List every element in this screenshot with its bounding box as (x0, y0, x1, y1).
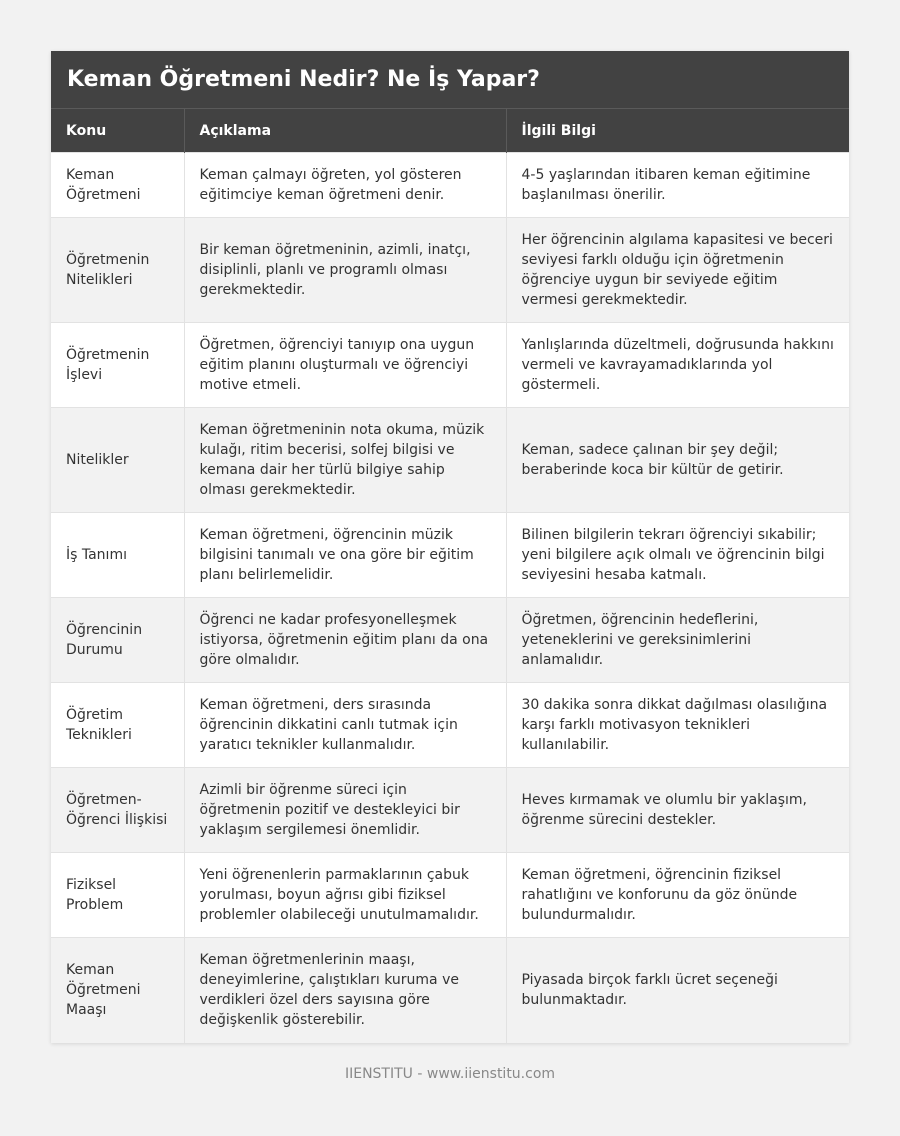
cell-konu: Öğretmenin Nitelikleri (51, 218, 184, 323)
table-title: Keman Öğretmeni Nedir? Ne İş Yapar? (51, 51, 849, 108)
table-row (51, 153, 849, 218)
table-row (51, 513, 849, 598)
table-row (51, 683, 849, 768)
cell-ilgili-bilgi: Heves kırmamak ve olumlu bir yaklaşım, öğrenme sürecini destekler. (506, 768, 849, 853)
cell-aciklama: Bir keman öğretmeninin, azimli, inatçı, disiplinli, planlı ve programlı olması gerekmektedir. (184, 218, 506, 323)
cell-aciklama: Keman öğretmenlerinin maaşı, deneyimlerine, çalıştıkları kuruma ve verdikleri özel ders sayısına göre değişkenlik gösterebilir. (184, 938, 506, 1043)
cell-ilgili-bilgi: Keman, sadece çalınan bir şey değil; beraberinde koca bir kültür de getirir. (506, 408, 849, 513)
cell-konu: Öğrencinin Durumu (51, 598, 184, 683)
cell-konu: Keman Öğretmeni (51, 153, 184, 218)
cell-aciklama: Öğretmen, öğrenciyi tanıyıp ona uygun eğitim planını oluşturmalı ve öğrenciyi motive etmeli. (184, 323, 506, 408)
cell-konu: Öğretim Teknikleri (51, 683, 184, 768)
cell-aciklama: Keman öğretmeni, ders sırasında öğrencinin dikkatini canlı tutmak için yaratıcı teknikler kullanmalıdır. (184, 683, 506, 768)
table-row (51, 323, 849, 408)
cell-ilgili-bilgi: Öğretmen, öğrencinin hedeflerini, yeteneklerini ve gereksinimlerini anlamalıdır. (506, 598, 849, 683)
info-table-card (51, 51, 849, 1043)
cell-ilgili-bilgi: 4-5 yaşlarından itibaren keman eğitimine başlanılması önerilir. (506, 153, 849, 218)
table-header-row (51, 109, 849, 153)
cell-konu: Öğretmenin İşlevi (51, 323, 184, 408)
cell-ilgili-bilgi: Her öğrencinin algılama kapasitesi ve beceri seviyesi farklı olduğu için öğretmenin öğrenciye uygun bir seviyede eğitim vermesi gerekmektedir. (506, 218, 849, 323)
table-row (51, 768, 849, 853)
cell-aciklama: Öğrenci ne kadar profesyonelleşmek istiyorsa, öğretmenin eğitim planı da ona göre olmalıdır. (184, 598, 506, 683)
cell-konu: Nitelikler (51, 408, 184, 513)
column-header-ilgili-bilgi: İlgili Bilgi (506, 109, 849, 153)
cell-ilgili-bilgi: Bilinen bilgilerin tekrarı öğrenciyi sıkabilir; yeni bilgilere açık olmalı ve öğrencinin bilgi seviyesini hesaba katmalı. (506, 513, 849, 598)
footer-credit: IIENSTITU - www.iienstitu.com (344, 1066, 556, 1082)
column-header-konu: Konu (51, 109, 184, 153)
cell-konu: Öğretmen-Öğrenci İlişkisi (51, 768, 184, 853)
cell-aciklama: Yeni öğrenenlerin parmaklarının çabuk yorulması, boyun ağrısı gibi fiziksel problemler olabileceği unutulmamalıdır. (184, 853, 506, 938)
cell-aciklama: Keman çalmayı öğreten, yol gösteren eğitimciye keman öğretmeni denir. (184, 153, 506, 218)
table-row (51, 853, 849, 938)
column-header-aciklama: Açıklama (184, 109, 506, 153)
table-row (51, 218, 849, 323)
cell-aciklama: Azimli bir öğrenme süreci için öğretmenin pozitif ve destekleyici bir yaklaşım sergilemesi önemlidir. (184, 768, 506, 853)
cell-konu: Fiziksel Problem (51, 853, 184, 938)
cell-ilgili-bilgi: 30 dakika sonra dikkat dağılması olasılığına karşı farklı motivasyon teknikleri kullanılabilir. (506, 683, 849, 768)
cell-ilgili-bilgi: Keman öğretmeni, öğrencinin fiziksel rahatlığını ve konforunu da göz önünde bulundurmalıdır. (506, 853, 849, 938)
cell-ilgili-bilgi: Yanlışlarında düzeltmeli, doğrusunda hakkını vermeli ve kavrayamadıklarında yol göstermeli. (506, 323, 849, 408)
table-row (51, 938, 849, 1043)
cell-konu: İş Tanımı (51, 513, 184, 598)
table-row (51, 408, 849, 513)
cell-konu: Keman Öğretmeni Maaşı (51, 938, 184, 1043)
cell-aciklama: Keman öğretmeninin nota okuma, müzik kulağı, ritim becerisi, solfej bilgisi ve kemana dair her türlü bilgiye sahip olması gerekmektedir. (184, 408, 506, 513)
cell-ilgili-bilgi: Piyasada birçok farklı ücret seçeneği bulunmaktadır. (506, 938, 849, 1043)
cell-aciklama: Keman öğretmeni, öğrencinin müzik bilgisini tanımalı ve ona göre bir eğitim planı belirlemelidir. (184, 513, 506, 598)
table-row (51, 598, 849, 683)
info-table (51, 108, 849, 1043)
